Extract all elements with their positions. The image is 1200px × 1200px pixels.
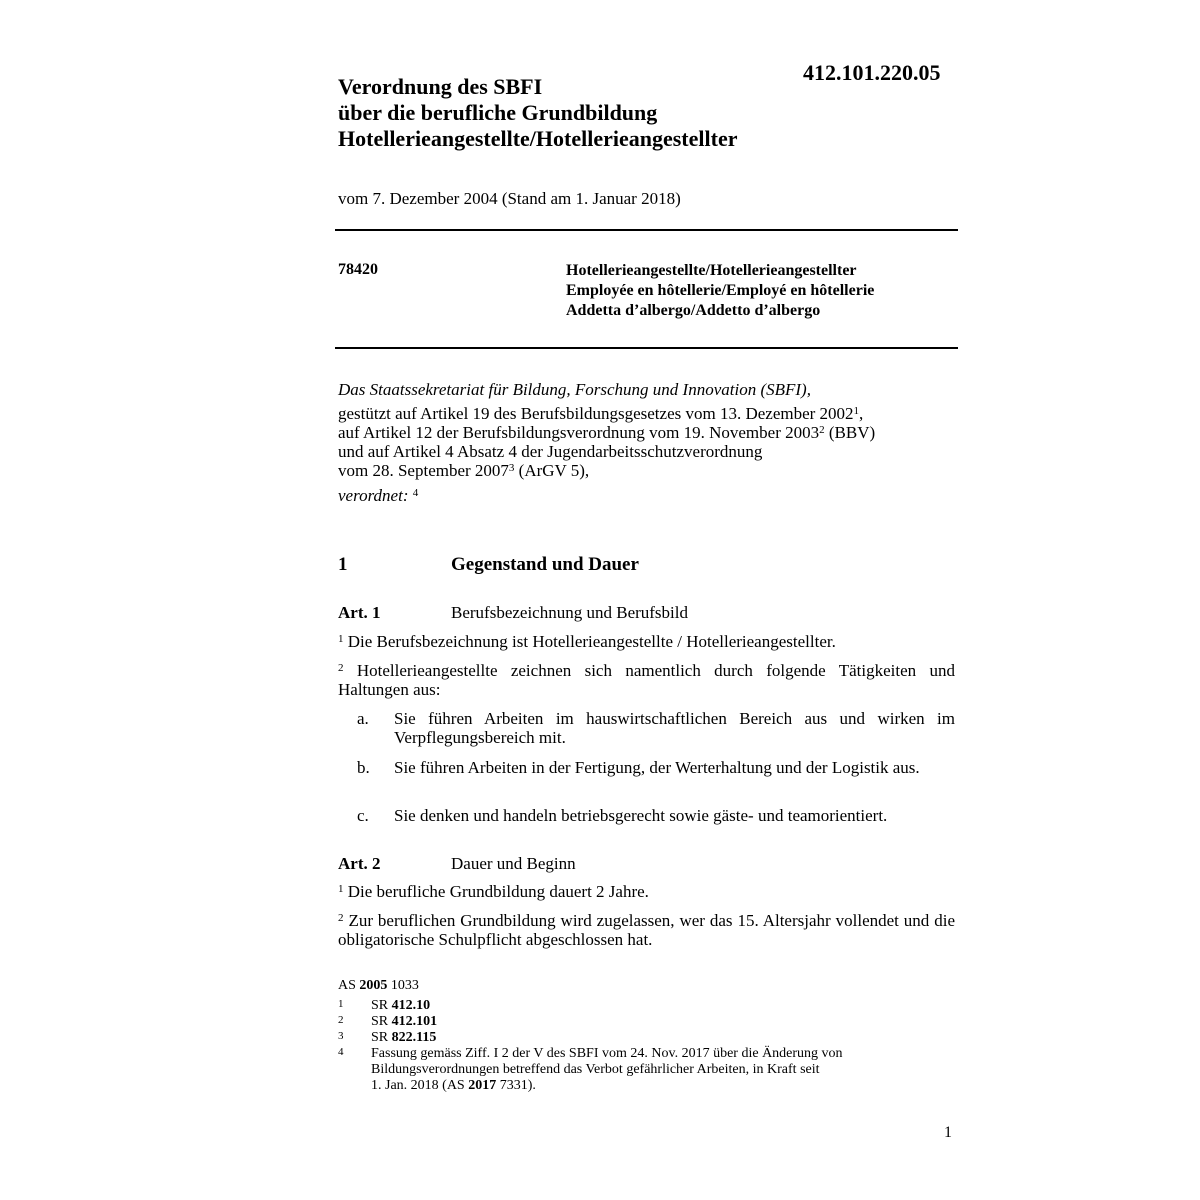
title-line: Verordnung des SBFI xyxy=(338,74,543,99)
basis-line: und auf Artikel 4 Absatz 4 der Jugendarbeitsschutzverordnung xyxy=(338,442,763,461)
section-number: 1 xyxy=(338,554,348,575)
footnote-ref[interactable]: 3 xyxy=(508,462,515,474)
section-title: Gegenstand und Dauer xyxy=(451,554,639,575)
preamble-basis xyxy=(338,404,958,480)
list-label: a. xyxy=(357,709,369,728)
footnote-number: 2 xyxy=(338,1014,344,1026)
profession-code: 78420 xyxy=(338,261,378,278)
list-text: Sie führen Arbeiten in der Fertigung, der Werterhaltung und der Logistik aus. xyxy=(394,758,920,777)
footnote: 1 SR 412.10 xyxy=(338,998,431,1013)
footnote-number: 3 xyxy=(338,1030,344,1042)
preamble-ordains: verordnet: $^4$ xyxy=(338,486,419,505)
footnote-ref[interactable]: 2 xyxy=(819,424,825,436)
paragraph: $^1$ Die berufliche Grundbildung dauert 2 Jahre. xyxy=(338,882,649,901)
profession-name-fr: Employée en hôtellerie/Employé en hôtellerie xyxy=(566,282,875,299)
title-line: Hotellerieangestellte/Hotellerieangestellter xyxy=(338,126,738,151)
paragraph: $^2$ Hotellerieangestellte zeichnen sich namentlich durch folgende Tätigkeiten und Haltungen aus: xyxy=(338,661,955,699)
footnote: 2 SR 412.101 xyxy=(338,1014,438,1029)
profession-name-de: Hotellerieangestellte/Hotellerieangestellter xyxy=(566,262,857,279)
basis-line: auf Artikel 12 der Berufsbildungsverordnung vom 19. November 2003$^2$ (BBV) xyxy=(338,423,876,442)
footnote-ref[interactable]: 1 xyxy=(853,405,860,417)
as-reference: AS 2005 1033 xyxy=(338,978,419,993)
list-label: c. xyxy=(357,806,369,825)
title-line: über die berufliche Grundbildung xyxy=(338,100,658,125)
profession-name-it: Addetta d’albergo/Addetto d’albergo xyxy=(566,302,821,319)
preamble xyxy=(338,380,958,505)
list-text: Sie führen Arbeiten im hauswirtschaftlichen Bereich aus und wirken im Verpflegungsbereich mit. xyxy=(394,709,955,747)
list-label: b. xyxy=(357,758,370,777)
date-line: vom 7. Dezember 2004 (Stand am 1. Januar 2018) xyxy=(338,189,681,208)
divider xyxy=(335,347,958,349)
paragraph: $^2$ Zur beruflichen Grundbildung wird zugelassen, wer das 15. Altersjahr vollendet und die obligatorische Schulpflicht abgeschlossen hat. xyxy=(338,911,956,949)
footnotes xyxy=(338,978,958,1094)
list-text: Sie denken und handeln betriebsgerecht sowie gäste- und teamorientiert. xyxy=(394,806,888,825)
footnote-number: 4 xyxy=(338,1046,344,1058)
page-number: 1 xyxy=(944,1124,952,1141)
basis-line: vom 28. September 2007$^3$ (ArGV 5), xyxy=(338,461,590,480)
footnote: 4 Fassung gemäss Ziff. I 2 der V des SBFI vom 24. Nov. 2017 über die Änderung von Bildungsverordnungen betreffend das Verbot gefährlicher Arbeiten, in Kraft seit 1. Jan. 2018 (AS 2017 7331). xyxy=(338,1046,843,1093)
article-label: Art. 1 xyxy=(338,603,381,622)
article-label: Art. 2 xyxy=(338,854,381,873)
basis-line: gestützt auf Artikel 19 des Berufsbildungsgesetzes vom 13. Dezember 2002$^1$, xyxy=(338,404,864,423)
footnote: 3 SR 822.115 xyxy=(338,1030,437,1045)
paragraph: $^1$ Die Berufsbezeichnung ist Hotellerieangestellte / Hotellerieangestellter. xyxy=(338,632,836,651)
footnote-ref[interactable]: 4 xyxy=(412,487,419,499)
divider xyxy=(335,229,958,231)
ordinance-title xyxy=(338,74,737,152)
footnote-number: 1 xyxy=(338,998,344,1010)
article-title: Dauer und Beginn xyxy=(451,854,576,873)
sr-number: 412.101.220.05 xyxy=(803,60,941,85)
preamble-authority: Das Staatssekretariat für Bildung, Forschung und Innovation (SBFI), xyxy=(338,380,811,399)
profession-names xyxy=(566,261,874,321)
article-title: Berufsbezeichnung und Berufsbild xyxy=(451,603,688,622)
